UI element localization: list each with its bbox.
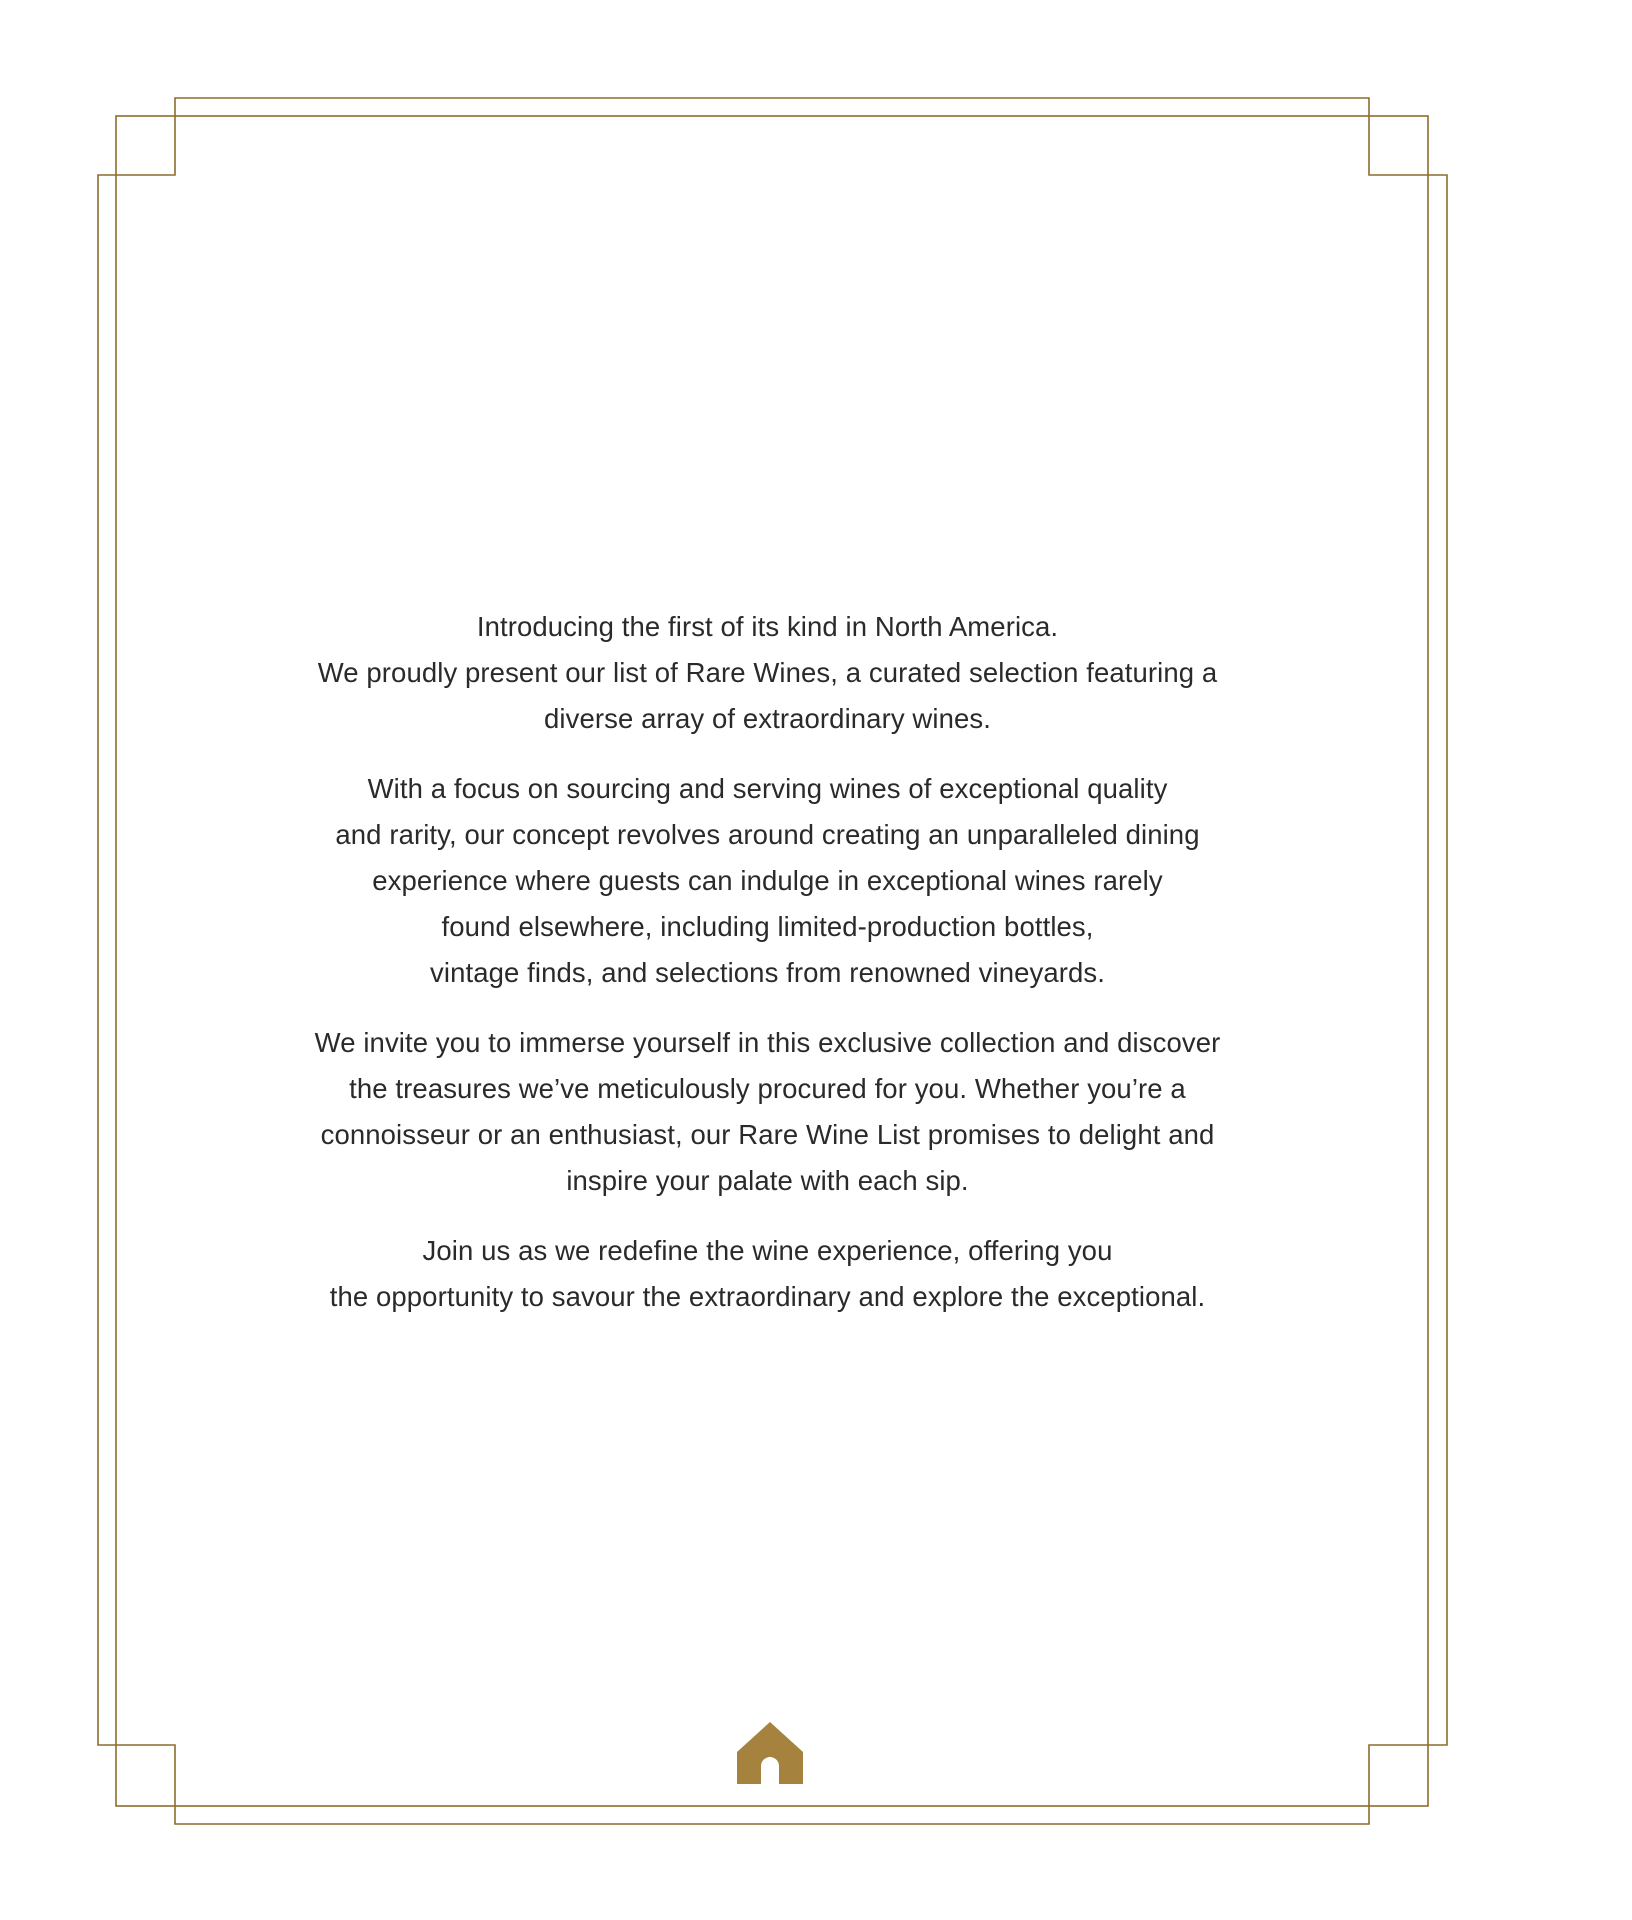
- home-icon: [737, 1722, 803, 1784]
- home-icon-shape: [737, 1722, 803, 1784]
- intro-paragraph-3: [200, 1020, 1335, 1204]
- text-line: diverse array of extraordinary wines.: [544, 703, 991, 734]
- text-line: the opportunity to savour the extraordinary and explore the exceptional.: [329, 1281, 1206, 1312]
- home-button[interactable]: [737, 1722, 803, 1784]
- intro-paragraph-1: [200, 604, 1335, 742]
- text-line: With a focus on sourcing and serving wines of exceptional quality: [367, 773, 1168, 804]
- text-line: connoisseur or an enthusiast, our Rare Wine List promises to delight and: [320, 1119, 1215, 1150]
- text-line: vintage finds, and selections from renowned vineyards.: [430, 957, 1105, 988]
- text-line: and rarity, our concept revolves around creating an unparalleled dining: [335, 819, 1200, 850]
- text-line: experience where guests can indulge in exceptional wines rarely: [372, 865, 1163, 896]
- text-line: We invite you to immerse yourself in this exclusive collection and discover: [314, 1027, 1221, 1058]
- text-line: the treasures we’ve meticulously procured for you. Whether you’re a: [349, 1073, 1186, 1104]
- text-line: We proudly present our list of Rare Wines, a curated selection featuring a: [317, 657, 1218, 688]
- text-line: Introducing the first of its kind in North America.: [476, 611, 1059, 642]
- intro-text-block: [200, 604, 1335, 1344]
- intro-paragraph-4: [200, 1228, 1335, 1320]
- text-line: inspire your palate with each sip.: [566, 1165, 969, 1196]
- intro-paragraph-2: [200, 766, 1335, 996]
- text-line: found elsewhere, including limited-production bottles,: [441, 911, 1094, 942]
- text-line: Join us as we redefine the wine experience, offering you: [422, 1235, 1113, 1266]
